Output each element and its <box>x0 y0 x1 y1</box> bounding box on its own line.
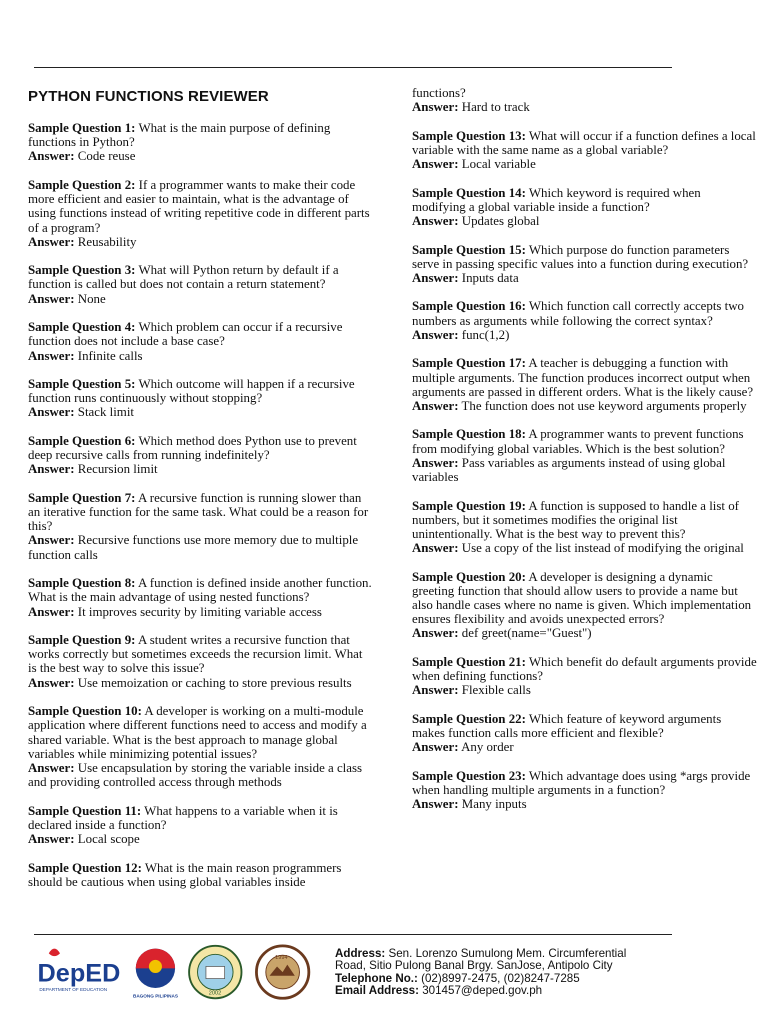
answer-text: None <box>77 291 106 306</box>
deped-seal <box>189 946 241 998</box>
answer-label: Answer: <box>28 675 75 690</box>
question-label: Sample Question 7: <box>28 490 136 505</box>
answer-text: Local scope <box>77 832 140 847</box>
question-text: Which function call correctly accepts two numbers as arguments while following the correct syntax? <box>412 299 744 328</box>
question-label: Sample Question 6: <box>28 433 136 448</box>
question-label: Sample Question 14: <box>412 185 526 200</box>
question-label: Sample Question 15: <box>412 242 526 257</box>
question-item <box>412 427 757 484</box>
question-text: A function is supposed to handle a list of numbers, but it sometimes modifies the original list unintentionally. What is the best way to prevent this? <box>412 498 739 541</box>
school-seal <box>256 946 308 998</box>
question-item <box>412 655 757 698</box>
right-question-list <box>412 129 757 812</box>
answer-label: Answer: <box>28 760 75 775</box>
answer-label: Answer: <box>28 832 75 847</box>
deped-torch-icon <box>49 949 60 956</box>
answer-label: Answer: <box>412 683 459 698</box>
question-item <box>412 129 757 172</box>
answer-text: Pass variables as arguments instead of using global variables <box>412 455 726 485</box>
answer-label: Answer: <box>412 740 459 755</box>
question-text: Which benefit do default arguments provide when defining functions? <box>412 654 757 684</box>
answer-text: Local variable <box>461 157 536 172</box>
answer-label: Answer: <box>412 398 459 413</box>
answer-text: Any order <box>461 740 514 755</box>
question-label: Sample Question 12: <box>28 860 142 875</box>
question-item <box>28 434 373 477</box>
question-12-continuation <box>412 86 757 114</box>
question-item <box>412 356 757 413</box>
address-label: Address: <box>335 947 386 960</box>
question-label: Sample Question 19: <box>412 498 526 513</box>
seal-year: 2002 <box>208 990 222 997</box>
question-item <box>28 263 373 306</box>
question-text: A developer is working on a multi-module application where different functions need to access and modify a shared variable. What is the best approach to manage global variables while minimizing potential issues? <box>28 704 367 761</box>
question-text: Which keyword is required when modifying a global variable inside a function? <box>412 185 701 214</box>
question-label: Sample Question 9: <box>28 633 136 648</box>
question-label: Sample Question 10: <box>28 704 142 719</box>
question-item <box>28 178 373 249</box>
footer-rule <box>34 934 672 935</box>
question-text: If a programmer wants to make their code more efficient and easier to maintain, what is the advantage of using functions instead of writing repetitive code in different parts of a program? <box>28 177 370 235</box>
answer-text: Reusability <box>77 234 137 249</box>
question-text: A programmer wants to prevent functions from modifying global variables. Which is the best solution? <box>412 427 744 456</box>
top-rule <box>34 67 672 68</box>
question-label: Sample Question 13: <box>412 128 526 143</box>
answer-label: Answer: <box>412 455 459 470</box>
answer-label: Answer: <box>28 149 75 164</box>
deped-logo <box>38 949 121 992</box>
question-text: Which outcome will happen if a recursive function runs continuously without stopping? <box>28 377 355 406</box>
deped-subtext: DEPARTMENT OF EDUCATION <box>39 986 108 992</box>
answer-text: Inputs data <box>461 270 519 285</box>
school-seal-year: 1994 <box>275 954 288 961</box>
question-item <box>412 186 757 229</box>
question-text: A developer is designing a dynamic greeting function that should allow users to provide a name but also handle cases where no name is given. Which implementation ensures flexibility and avoids unexpected errors? <box>412 569 752 627</box>
answer-label: Answer: <box>28 234 75 249</box>
question-text: Which problem can occur if a recursive function does not include a base case? <box>28 320 343 349</box>
question-label: Sample Question 16: <box>412 299 526 314</box>
footer-logos <box>26 944 326 1002</box>
answer-label: Answer: <box>412 541 459 556</box>
answer-text: The function does not use keyword arguments properly <box>461 398 747 413</box>
answer-text: def greet(name="Guest") <box>461 626 592 641</box>
question-item <box>412 769 757 812</box>
question-label: Sample Question 8: <box>28 576 136 591</box>
question-text: What is the main purpose of defining functions in Python? <box>28 121 331 150</box>
answer-text: Recursive functions use more memory due to multiple function calls <box>28 533 359 562</box>
question-text: Which purpose do function parameters serve in passing specific values into a function during execution? <box>412 242 749 271</box>
email-value: 301457@deped.gov.ph <box>422 984 543 998</box>
question-text: What will Python return by default if a function is called but does not contain a return statement? <box>28 263 339 292</box>
answer-label: Answer: <box>412 214 459 229</box>
question-label: Sample Question 22: <box>412 711 526 726</box>
deped-wordmark: DepED <box>37 959 121 988</box>
question-label: Sample Question 4: <box>28 320 136 335</box>
answer-label: Answer: <box>412 626 459 641</box>
footer <box>0 940 768 1010</box>
right-column <box>412 86 757 826</box>
question-item <box>28 804 373 847</box>
question-label: Sample Question 5: <box>28 377 136 392</box>
left-question-list <box>28 121 373 846</box>
answer-text: Use encapsulation by storing the variable inside a class and providing controlled access through methods <box>28 760 363 790</box>
question-continuation-text: functions? <box>412 86 466 100</box>
question-item <box>28 491 373 562</box>
question-label: Sample Question 23: <box>412 768 526 783</box>
answer-text: Many inputs <box>461 797 527 812</box>
question-item <box>28 633 373 690</box>
question-item <box>28 377 373 420</box>
answer-text: It improves security by limiting variable access <box>77 604 322 619</box>
question-text: What happens to a variable when it is declared inside a function? <box>28 803 338 832</box>
question-text: A function is defined inside another function. What is the main advantage of using nested functions? <box>28 576 372 605</box>
question-text: Which method does Python use to prevent deep recursive calls from running indefinitely? <box>28 433 357 463</box>
question-item <box>28 704 373 789</box>
question-label: Sample Question 21: <box>412 654 526 669</box>
left-column <box>28 88 373 903</box>
answer-label: Answer: <box>28 405 75 420</box>
answer-text: Flexible calls <box>461 683 531 698</box>
telephone-value: (02)8997-2475, (02)8247-7285 <box>421 971 580 985</box>
question-item <box>28 576 373 619</box>
answer-label: Answer: <box>28 291 75 306</box>
answer-label: Answer: <box>28 462 75 477</box>
address-line1: Sen. Lorenzo Sumulong Mem. Circumferential <box>388 947 627 960</box>
answer-text: Infinite calls <box>77 348 143 363</box>
question-label: Sample Question 11: <box>28 803 142 818</box>
question-label: Sample Question 3: <box>28 263 136 278</box>
question-item <box>28 121 373 164</box>
question-text: What will occur if a function defines a local variable with the same name as a global variable? <box>412 128 756 157</box>
answer-label: Answer: <box>412 327 459 342</box>
answer-text: Hard to track <box>461 100 530 115</box>
answer-text: Updates global <box>461 214 540 229</box>
question-item <box>28 320 373 363</box>
question-label: Sample Question 17: <box>412 356 526 371</box>
answer-label: Answer: <box>412 157 459 172</box>
question-label: Sample Question 2: <box>28 177 136 192</box>
answer-text: func(1,2) <box>461 327 510 342</box>
answer-label: Answer: <box>28 604 75 619</box>
question-item <box>412 299 757 342</box>
question-item-12 <box>28 861 373 889</box>
question-item <box>412 243 757 286</box>
answer-text: Use memoization or caching to store previous results <box>77 675 352 690</box>
bagong-text: BAGONG PILIPINAS <box>132 993 178 999</box>
telephone-label: Telephone No.: <box>335 971 418 985</box>
question-text: A recursive function is running slower than an iterative function for the same task. What could be a reason for this? <box>28 490 369 534</box>
question-label: Sample Question 20: <box>412 569 526 584</box>
bagong-pilipinas-logo <box>133 949 178 999</box>
question-text: A student writes a recursive function that works correctly but sometimes exceeds the recursion limit. What is the best way to solve this issue? <box>28 633 363 676</box>
question-text: Which advantage does using *args provide when handling multiple arguments in a function? <box>412 768 751 797</box>
answer-label: Answer: <box>412 100 459 115</box>
answer-text: Use a copy of the list instead of modifying the original <box>461 541 744 556</box>
question-item <box>412 712 757 755</box>
question-label: Sample Question 1: <box>28 121 136 135</box>
question-item <box>412 499 757 556</box>
answer-label: Answer: <box>412 797 459 812</box>
contact-block <box>335 948 626 998</box>
answer-label: Answer: <box>28 348 75 363</box>
answer-label: Answer: <box>412 270 459 285</box>
answer-text: Recursion limit <box>77 462 158 477</box>
address-line2: Road, Sitio Pulong Banal Brgy. SanJose, Antipolo City <box>335 959 613 973</box>
question-text: What is the main reason programmers should be cautious when using global variables inside <box>28 860 342 889</box>
answer-label: Answer: <box>28 533 75 548</box>
document-title: PYTHON FUNCTIONS REVIEWER <box>28 88 269 105</box>
email-label: Email Address: <box>335 984 419 998</box>
question-text: Which feature of keyword arguments makes function calls more efficient and flexible? <box>412 711 722 741</box>
question-item <box>412 570 757 641</box>
answer-text: Code reuse <box>77 149 136 164</box>
answer-text: Stack limit <box>77 405 134 420</box>
question-label: Sample Question 18: <box>412 427 526 442</box>
question-text: A teacher is debugging a function with multiple arguments. The function produces incorrect output when arguments are passed in different orders. What is the likely cause? <box>412 356 754 399</box>
